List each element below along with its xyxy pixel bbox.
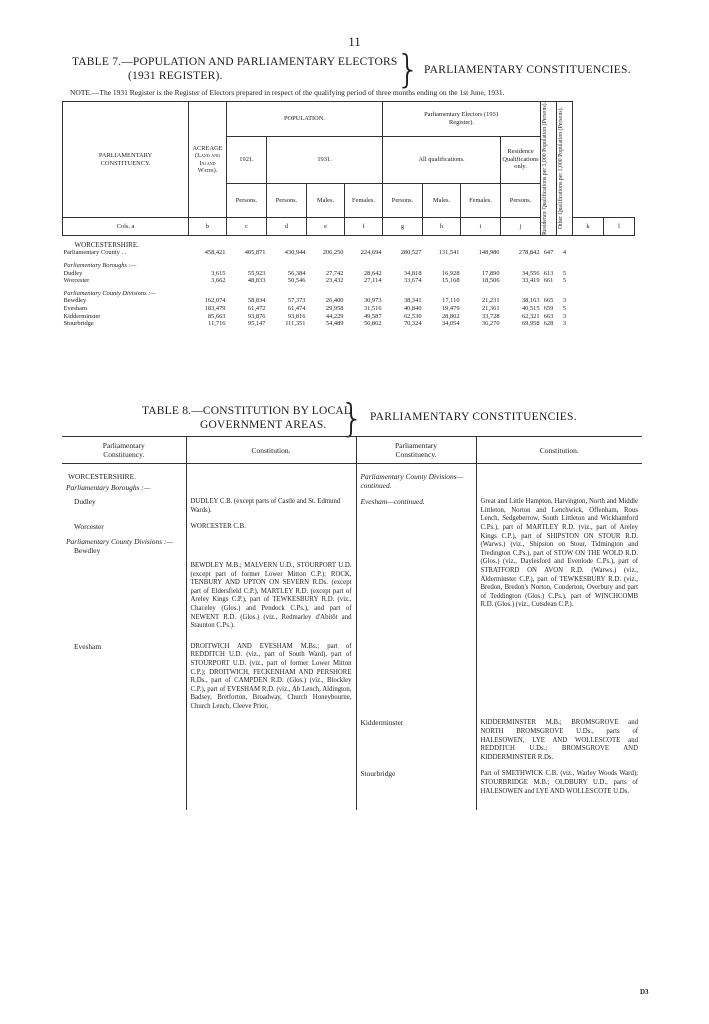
row-name: Stourbridge bbox=[360, 769, 396, 779]
cell: 33,728 bbox=[481, 312, 500, 320]
row-name: Evesham bbox=[63, 304, 87, 312]
page-number: 11 bbox=[348, 34, 361, 49]
cell: 3,615 bbox=[211, 269, 226, 277]
constitution-text: WORCESTER C.B. bbox=[190, 523, 246, 531]
cell: 162,074 bbox=[204, 297, 226, 305]
cell: 56,384 bbox=[287, 269, 306, 277]
cell: 26,400 bbox=[325, 297, 344, 305]
cell: 29,958 bbox=[325, 304, 344, 312]
constitution-text: DUDLEY C.B. (except parts of Castle and St. Edmund Wards). bbox=[190, 498, 341, 514]
cell: 34,556 bbox=[521, 269, 540, 277]
header-persons-electors: Persons. bbox=[383, 183, 423, 218]
cell: 278,842 bbox=[518, 249, 540, 257]
header-1931: 1931. bbox=[267, 136, 383, 183]
cell: 34,054 bbox=[441, 320, 460, 328]
title-brace: } bbox=[396, 47, 421, 91]
constitution-text: DROITWICH AND EVESHAM M.Bs.; part of REDDITCH U.D. (viz., part of South Ward), part of STOURPORT U.D. (viz., part of former Lower Mitton C.P.); DROITWICH, FECKENHAM AND PERSHORE R.Ds., part of CAMPDEN R.D. (Glos.) (viz., Blockley C.P.), part of EVESHAM R.D. (viz., Ab Lench, Aldington, Badsey, Bretforton, Broadway, Church Honeybourne, Church Lench, Cleeve Prior, bbox=[190, 642, 352, 710]
col-letter: e bbox=[307, 218, 345, 235]
col-letter: h bbox=[423, 218, 461, 235]
cell: 28,642 bbox=[363, 269, 382, 277]
row-name: Evesham bbox=[74, 641, 102, 651]
row-name: Evesham—continued. bbox=[360, 497, 425, 507]
header-other-per-1000: Other Qualifications per 1,000 Population (Persons). bbox=[557, 102, 573, 236]
col-letter: i bbox=[461, 218, 501, 235]
cell: 665 bbox=[543, 297, 554, 305]
cell: 19,479 bbox=[441, 304, 460, 312]
cell: 36,270 bbox=[481, 320, 500, 328]
row-name: Parliamentary County . . bbox=[63, 249, 127, 257]
cell: 3 bbox=[562, 297, 567, 305]
cell: 148,986 bbox=[478, 249, 500, 257]
cell: 33,674 bbox=[403, 277, 422, 285]
col-letter: l bbox=[604, 218, 635, 235]
header-persons-1931: Persons. bbox=[267, 183, 307, 218]
table7-note: NOTE.—The 1931 Register is the Register of Electors prepared in respect of the qualifying period of three months ending on the 1st June, 1931. bbox=[70, 88, 505, 97]
row-name: Kidderminster bbox=[360, 718, 404, 728]
col-letter: j bbox=[501, 218, 541, 235]
boroughs-heading: Parliamentary Boroughs :— bbox=[63, 262, 137, 270]
col-letter: Cols. a bbox=[63, 218, 189, 235]
table-row bbox=[63, 249, 635, 257]
county-heading: WORCESTERSHIRE. bbox=[68, 472, 136, 481]
cell: 613 bbox=[543, 269, 554, 277]
cell: 95,147 bbox=[247, 320, 266, 328]
header-persons-1921: Persons. bbox=[227, 183, 267, 218]
cell: 57,373 bbox=[287, 297, 306, 305]
row-name: Kidderminster bbox=[63, 312, 101, 320]
cell: 69,958 bbox=[521, 320, 540, 328]
header-1921: 1921. bbox=[227, 136, 267, 183]
header-population: POPULATION. bbox=[227, 102, 383, 137]
header-electors: Parliamentary Electors (1931 Register). bbox=[383, 102, 541, 137]
cell: 70,324 bbox=[403, 320, 422, 328]
cell: 62,530 bbox=[403, 312, 422, 320]
cell: 31,516 bbox=[363, 304, 382, 312]
cell: 131,541 bbox=[438, 249, 460, 257]
title-brace: } bbox=[340, 396, 365, 440]
cell: 224,694 bbox=[360, 249, 382, 257]
cell: 85,663 bbox=[207, 312, 226, 320]
table7-title bbox=[72, 55, 397, 83]
cell: 111,351 bbox=[285, 320, 306, 328]
header-acreage: ACREAGE (Land and Inland Water). bbox=[189, 102, 227, 218]
cell: 183,479 bbox=[204, 304, 226, 312]
cell: 4 bbox=[562, 249, 567, 257]
cell: 40,840 bbox=[403, 304, 422, 312]
row-name: Bewdley bbox=[74, 545, 101, 555]
cell: 430,944 bbox=[284, 249, 306, 257]
row-name: Dudley bbox=[74, 497, 96, 507]
cell: 28,802 bbox=[441, 312, 460, 320]
row-name: Worcester bbox=[74, 522, 104, 532]
cell: 49,587 bbox=[363, 312, 382, 320]
header-constituency: Parliamentary Constituency. bbox=[356, 437, 476, 464]
footer-signature: D3 bbox=[640, 988, 649, 996]
divisions-continued-heading: Parliamentary County Divisions—continued. bbox=[360, 472, 464, 490]
col-letter: c bbox=[227, 218, 267, 235]
cell: 21,361 bbox=[481, 304, 500, 312]
table7-title-line1: TABLE 7.—POPULATION AND PARLIAMENTARY ELECTORS bbox=[72, 56, 398, 68]
header-females-electors: Females. bbox=[461, 183, 501, 218]
cell: 62,321 bbox=[521, 312, 540, 320]
cell: 18,506 bbox=[481, 277, 500, 285]
header-persons-residence: Persons. bbox=[501, 183, 541, 218]
cell: 628 bbox=[543, 320, 554, 328]
header-constitution: Constitution. bbox=[476, 437, 642, 464]
divisions-heading: Parliamentary County Divisions :— bbox=[66, 536, 173, 546]
table7 bbox=[62, 101, 635, 328]
cell: 5 bbox=[562, 269, 567, 277]
divisions-heading: Parliamentary County Divisions :— bbox=[63, 289, 156, 297]
cell: 206,250 bbox=[322, 249, 344, 257]
cell: 48,833 bbox=[247, 277, 266, 285]
constitution-text: BEWDLEY M.B.; MALVERN U.D., STOURPORT U.D. (except part of former Lower Mitton C.P.); ROCK, TENBURY AND UPTON ON SEVERN R.Ds. (except part of Eldersfield C.P.), MARTLEY R.D. (except part of Areley Kings C.P.), part of TEWKESBURY R.D. (viz., Chaceley (Glos.) and Pendock C.Ps.), and part of NEWENT R.D. (Glos.) (viz., Redmarley d'Abitôt and Staunton C.Ps.). bbox=[190, 561, 352, 630]
cell: 17,890 bbox=[481, 269, 500, 277]
header-females-1931: Females. bbox=[345, 183, 383, 218]
header-residence-only: Residence Qualifications only. bbox=[501, 136, 541, 183]
cell: 15,168 bbox=[441, 277, 460, 285]
header-all-qualifications: All qualifications. bbox=[383, 136, 501, 183]
header-constitution: Constitution. bbox=[186, 437, 356, 464]
header-constituency: PARLIAMENTARY CONSTITUENCY. bbox=[63, 102, 189, 218]
header-residence-per-1000: Residence Qualifications per 1,000 Population (Persons). bbox=[541, 102, 557, 236]
table7-title-line2: (1931 REGISTER). bbox=[128, 70, 223, 82]
constitution-text: Great and Little Hampton, Harvington, North and Middle Littleton, Norton and Lenchwick, Offenham, Rous Lench, Sedgeberrow, South Littleton and Wickhamford C.Ps.), part of MARTLEY R.D. (viz., part of Areley Kings C.P.), part of SHIPSTON ON STOUR R.D. (Warws.) (viz., Shipston on Stour, Tidmington and Tredington C.Ps.), part of STOW ON THE WOLD R.D. (Glos.) (viz., Daylesford and Evenlode C.Ps.), part of STRATFORD ON AVON R.D. (Warws.) (viz., Alderminster C.P.), part of TEWKESBURY R.D. (viz., Bredon, Bredon's Norton, Conderton, Overbury and part of Teddington (Glos.) C.Ps.), part of WINCHCOMB R.D. (Glos.) (viz., Cutsdean C.P.). bbox=[480, 498, 638, 609]
cell: 38,341 bbox=[403, 297, 422, 305]
cell: 3 bbox=[562, 320, 567, 328]
cell: 55,923 bbox=[247, 269, 266, 277]
table-row bbox=[63, 320, 635, 328]
cell: 23,432 bbox=[325, 277, 344, 285]
header-males-electors: Males. bbox=[423, 183, 461, 218]
cell: 93,816 bbox=[287, 312, 306, 320]
header-constituency: Parliamentary Constituency. bbox=[62, 437, 186, 464]
cell: 647 bbox=[543, 249, 554, 257]
col-letter: g bbox=[383, 218, 423, 235]
cell: 663 bbox=[543, 312, 554, 320]
cell: 27,742 bbox=[325, 269, 344, 277]
row-name: Bewdley bbox=[63, 297, 87, 305]
table8-title-right: PARLIAMENTARY CONSTITUENCIES. bbox=[370, 411, 577, 423]
row-name: Worcester bbox=[63, 277, 90, 285]
table8 bbox=[62, 436, 642, 810]
cell: 11,716 bbox=[208, 320, 226, 328]
cell: 33,419 bbox=[521, 277, 540, 285]
cell: 3 bbox=[562, 312, 567, 320]
header-males-1931: Males. bbox=[307, 183, 345, 218]
cell: 56,862 bbox=[363, 320, 382, 328]
cell: 17,110 bbox=[442, 297, 460, 305]
cell: 38,163 bbox=[521, 297, 540, 305]
cell: 34,818 bbox=[403, 269, 422, 277]
boroughs-heading: Parliamentary Boroughs :— bbox=[66, 482, 151, 492]
cell: 405,871 bbox=[244, 249, 266, 257]
col-letter: k bbox=[573, 218, 604, 235]
cell: 50,546 bbox=[287, 277, 306, 285]
cell: 661 bbox=[543, 277, 554, 285]
constitution-text: Part of SMETHWICK C.B. (viz., Warley Woods Ward); STOURBRIDGE M.B.; OLDBURY U.D., parts of HALESOWEN and LYE AND WOLLESCOTE U.Ds. bbox=[480, 770, 638, 795]
col-letter: b bbox=[189, 218, 227, 235]
table-row bbox=[63, 305, 635, 313]
cell: 44,229 bbox=[325, 312, 344, 320]
cell: 54,489 bbox=[325, 320, 344, 328]
cell: 3,662 bbox=[211, 277, 226, 285]
cell: 40,515 bbox=[521, 304, 540, 312]
cell: 280,527 bbox=[400, 249, 422, 257]
col-letter: d bbox=[267, 218, 307, 235]
cell: 21,231 bbox=[481, 297, 500, 305]
cell: 5 bbox=[562, 304, 567, 312]
table-row bbox=[63, 277, 635, 285]
cell: 61,472 bbox=[247, 304, 266, 312]
row-name: Stourbridge bbox=[63, 320, 94, 328]
table-row bbox=[63, 297, 635, 305]
cell: 659 bbox=[543, 304, 554, 312]
constitution-text: KIDDERMINSTER M.B.; BROMSGROVE and NORTH BROMSGROVE U.Ds., parts of HALESOWEN, LYE AND WOLLESCOTE and REDDITCH U.Ds.; BROMSGROVE AND KIDDERMINSTER R.Ds. bbox=[480, 719, 638, 761]
cell: 93,876 bbox=[247, 312, 266, 320]
cell: 458,421 bbox=[204, 249, 226, 257]
cell: 27,114 bbox=[364, 277, 382, 285]
row-name: Dudley bbox=[63, 269, 83, 277]
cell: 16,928 bbox=[441, 269, 460, 277]
table-row bbox=[63, 313, 635, 321]
table7-title-right: PARLIAMENTARY CONSTITUENCIES. bbox=[424, 64, 631, 76]
cell: 61,474 bbox=[287, 304, 306, 312]
col-letter: f bbox=[345, 218, 383, 235]
table8-title-line2: GOVERNMENT AREAS. bbox=[200, 419, 327, 431]
table-row bbox=[63, 270, 635, 278]
table8-title bbox=[142, 404, 351, 432]
cell: 5 bbox=[562, 277, 567, 285]
table8-title-line1: TABLE 8.—CONSTITUTION BY LOCAL bbox=[142, 405, 352, 417]
cell: 58,834 bbox=[247, 297, 266, 305]
county-heading: WORCESTERSHIRE. bbox=[74, 240, 139, 249]
cell: 30,973 bbox=[363, 297, 382, 305]
